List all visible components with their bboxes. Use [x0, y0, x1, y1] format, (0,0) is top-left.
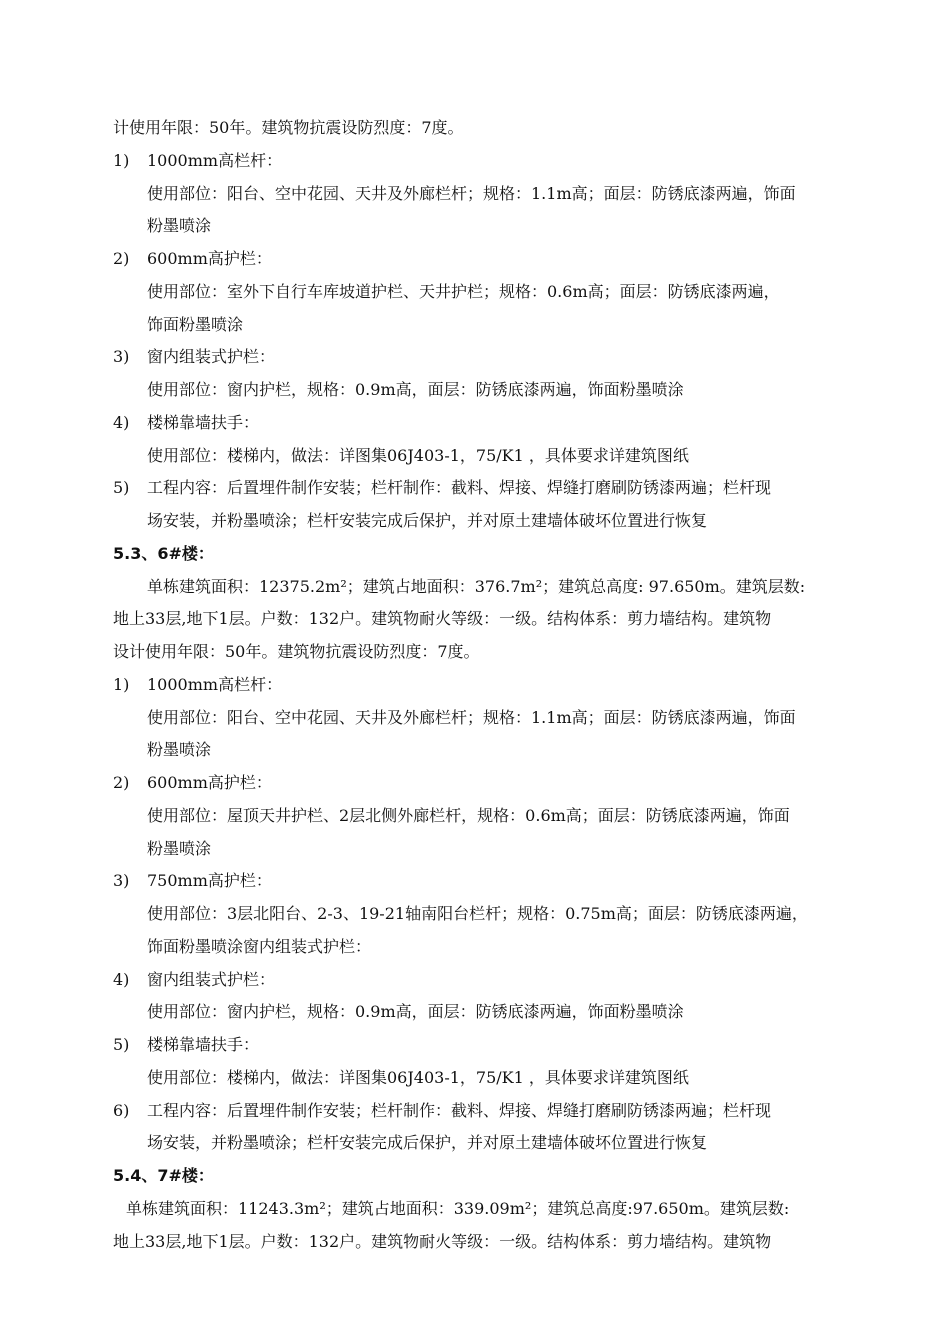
- list-item: 2) 600mm高护栏：: [113, 773, 272, 792]
- list-number: 3): [113, 347, 130, 366]
- text-line: 使用部位：阳台、空中花园、天井及外廊栏杆；规格：1.1m高；面层：防锈底漆两遍，饰面: [147, 708, 796, 727]
- list-item: 2) 600mm高护栏：: [113, 249, 272, 268]
- text-line: 场安装，并粉墨喷涂；栏杆安装完成后保护，并对原土建墙体破坏位置进行恢复: [147, 1133, 708, 1152]
- paragraph-line: 单栋建筑面积：12375.2m²；建筑占地面积：376.7m²；建筑总高度: 97.650m。建筑层数:: [147, 577, 806, 596]
- text-line: 饰面粉墨喷涂: [147, 315, 244, 334]
- text-line: 使用部位：窗内护栏，规格：0.9m高，面层：防锈底漆两遍，饰面粉墨喷涂: [147, 1002, 684, 1021]
- list-item: 4) 楼梯靠墙扶手：: [113, 413, 260, 432]
- paragraph-line: 地上33层,地下1层。户数：132户。建筑物耐火等级：一级。结构体系：剪力墙结构。建筑物: [113, 609, 772, 628]
- list-number: 3): [113, 871, 130, 890]
- list-number: 2): [113, 773, 130, 792]
- text-line: 粉墨喷涂: [147, 740, 212, 759]
- paragraph-line: 单栋建筑面积：11243.3m²；建筑占地面积：339.09m²；建筑总高度:97.650m。建筑层数:: [126, 1199, 790, 1218]
- list-number: 1): [113, 675, 130, 694]
- text-line: 使用部位：室外下自行车库坡道护栏、天井护栏；规格：0.6m高；面层：防锈底漆两遍，: [147, 282, 780, 301]
- text-line: 计使用年限：50年。建筑物抗震设防烈度：7度。: [113, 118, 464, 137]
- paragraph-line: 设计使用年限：50年。建筑物抗震设防烈度：7度。: [113, 642, 480, 661]
- list-item: 4) 窗内组装式护栏：: [113, 970, 276, 989]
- text-line: 使用部位：楼梯内，做法：详图集06J403-1，75/K1 ，具体要求详建筑图纸: [147, 1068, 689, 1087]
- list-item: 1) 1000mm高栏杆：: [113, 675, 283, 694]
- text-line: 粉墨喷涂: [147, 839, 212, 858]
- text-line: 饰面粉墨喷涂窗内组装式护栏：: [147, 937, 372, 956]
- text-line: 粉墨喷涂: [147, 216, 212, 235]
- text-line: 使用部位：3层北阳台、2-3、19-21轴南阳台栏杆；规格：0.75m高；面层：防锈底漆两遍，: [147, 904, 808, 923]
- list-item: 5) 工程内容：后置埋件制作安装；栏杆制作：截料、焊接、焊缝打磨刷防锈漆两遍；栏杆现: [113, 478, 772, 497]
- list-item: 3) 窗内组装式护栏：: [113, 347, 276, 366]
- list-item: 3) 750mm高护栏：: [113, 871, 272, 890]
- list-number: 5): [113, 478, 130, 497]
- section-heading: 5.3、6#楼：: [113, 544, 214, 563]
- paragraph-line: 地上33层,地下1层。户数：132户。建筑物耐火等级：一级。结构体系：剪力墙结构。建筑物: [113, 1232, 772, 1251]
- list-number: 5): [113, 1035, 130, 1054]
- list-number: 4): [113, 970, 130, 989]
- section-heading: 5.4、7#楼：: [113, 1166, 214, 1185]
- list-number: 6): [113, 1101, 130, 1120]
- text-line: 使用部位：阳台、空中花园、天井及外廊栏杆；规格：1.1m高；面层：防锈底漆两遍，饰面: [147, 184, 796, 203]
- list-number: 1): [113, 151, 130, 170]
- text-line: 使用部位：窗内护栏，规格：0.9m高，面层：防锈底漆两遍，饰面粉墨喷涂: [147, 380, 684, 399]
- text-line: 使用部位：楼梯内，做法：详图集06J403-1，75/K1 ，具体要求详建筑图纸: [147, 446, 689, 465]
- list-item: 5) 楼梯靠墙扶手：: [113, 1035, 260, 1054]
- list-item: 6) 工程内容：后置埋件制作安装；栏杆制作：截料、焊接、焊缝打磨刷防锈漆两遍；栏杆现: [113, 1101, 772, 1120]
- list-number: 2): [113, 249, 130, 268]
- list-item: 1) 1000mm高栏杆：: [113, 151, 283, 170]
- list-number: 4): [113, 413, 130, 432]
- text-line: 使用部位：屋顶天井护栏、2层北侧外廊栏杆，规格：0.6m高；面层：防锈底漆两遍，饰面: [147, 806, 790, 825]
- text-line: 场安装，并粉墨喷涂；栏杆安装完成后保护，并对原土建墙体破坏位置进行恢复: [147, 511, 708, 530]
